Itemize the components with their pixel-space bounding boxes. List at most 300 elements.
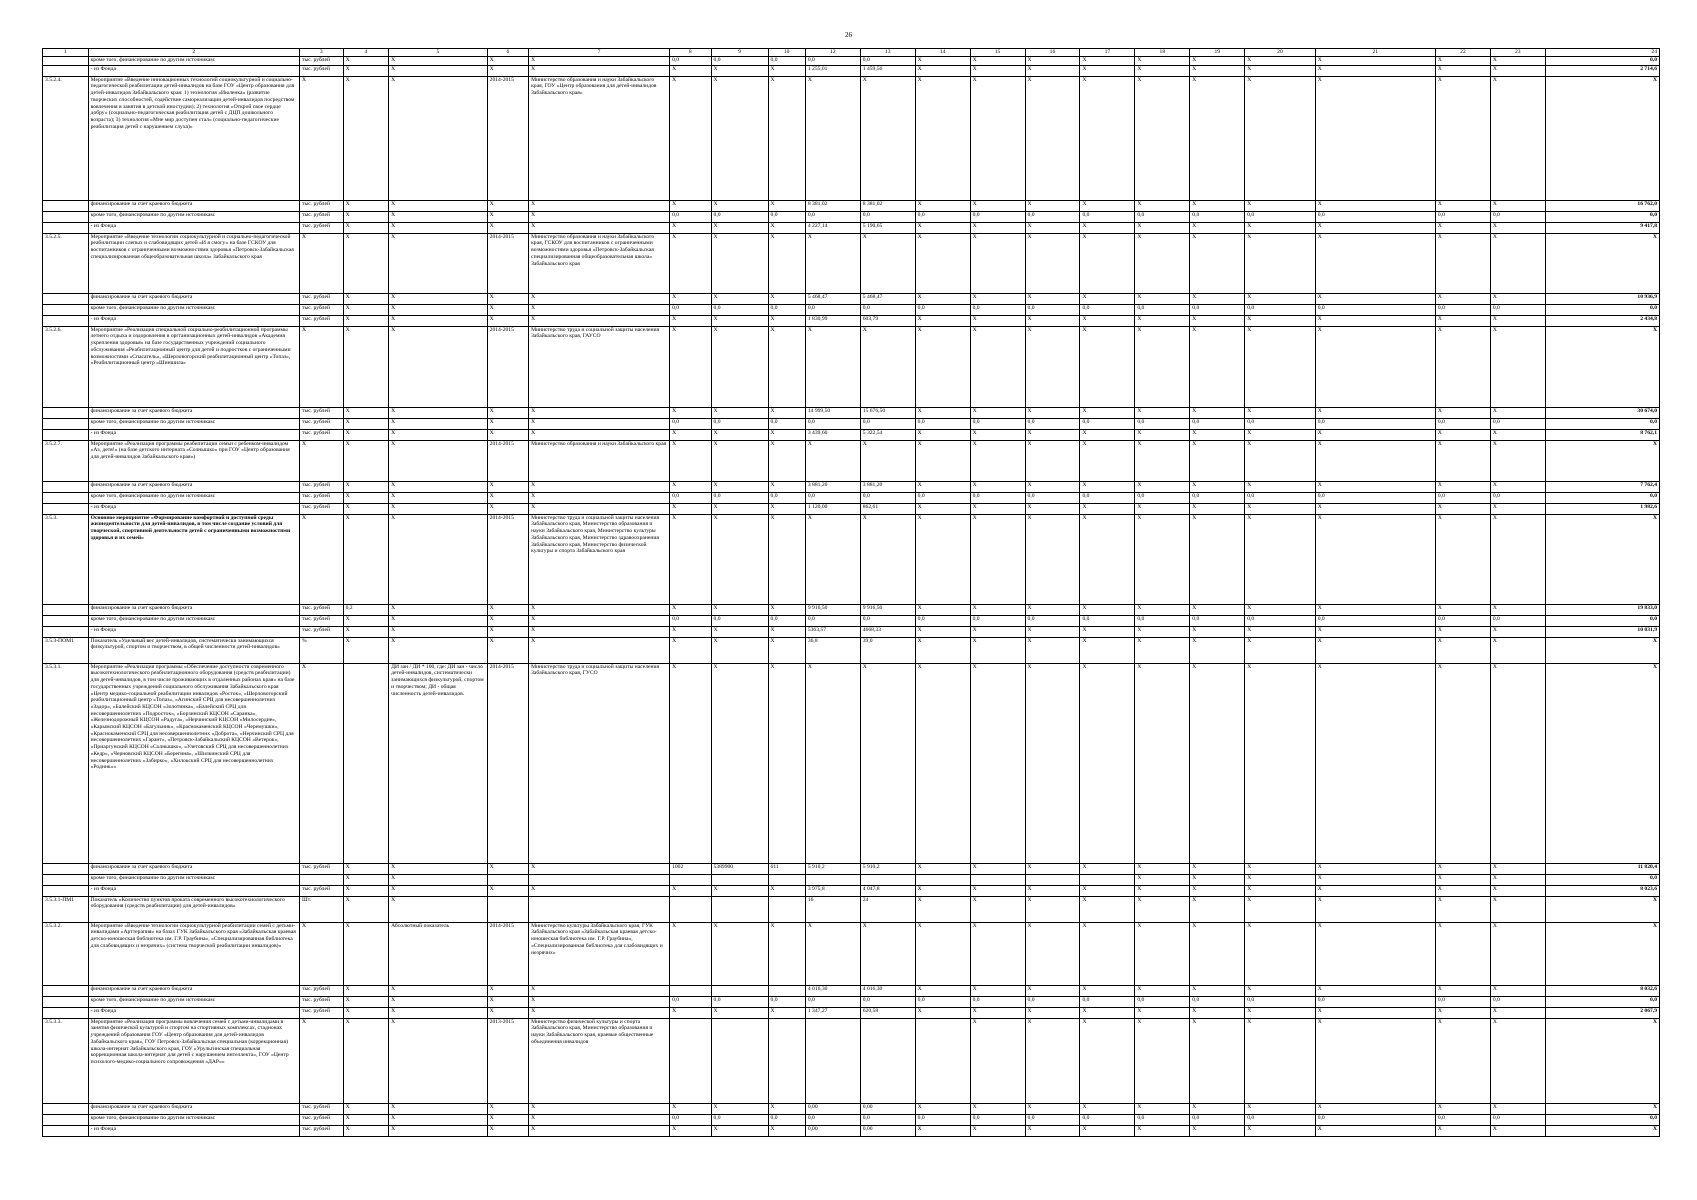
table-cell	[711, 874, 768, 885]
table-cell: X	[970, 1125, 1025, 1136]
row-description-cell: Мероприятие «Реализация программы вовлечения семей с детьми-инвалидами в занятия физической культурой и спортом на спортивных комплексах, стадионах учреждений образования ГОУ «Центр образования для детей-инвалидов Забайкальского края», ГОУ Петровск-Забайкальская специальная (коррекционная) школа-интернат Забайкальского края, ГОУ «Урульгинская специальная коррекционная школа-интернат для детей с нарушением интеллекта», ГОУ «Центр психолого-медико-социального сопровождения «ДАР»»	[88, 1018, 299, 1103]
table-cell: X	[389, 615, 487, 626]
table-cell: X	[670, 65, 711, 76]
row-code-cell: 3.5.3.3.	[43, 1018, 89, 1103]
table-cell: 3 881,20	[805, 481, 860, 492]
table-cell: X	[1435, 985, 1490, 996]
table-cell: X	[1135, 222, 1190, 233]
table-cell: X	[1490, 1007, 1545, 1018]
row-description-cell: Показатель «Удельный вес детей-инвалидов, систематически занимающихся физкультурой, спортом и творчеством, в общей численности детей-инвалидов»	[88, 637, 299, 663]
table-cell: X	[1080, 604, 1135, 615]
table-cell: X	[343, 1114, 389, 1125]
table-cell: X	[915, 233, 970, 293]
table-cell: X	[343, 211, 389, 222]
table-cell: %	[300, 637, 344, 663]
row-code-cell: 3.5.3.1-ПМ1	[43, 896, 89, 922]
table-cell: X	[915, 200, 970, 211]
table-cell	[711, 896, 768, 922]
table-cell: X	[805, 663, 860, 863]
table-cell: X	[1080, 200, 1135, 211]
table-cell: X	[915, 514, 970, 604]
table-cell: 8 762,1	[1545, 429, 1659, 440]
table-cell: X	[768, 481, 805, 492]
table-cell: Министерство культуры Забайкальского края, ГУК Забайкальского края «Забайкальская краевая детско-юношеская библиотека им. Г.Р. Граубина», «Специализированная библиотека для слабовидящих и незрячих»	[529, 922, 670, 985]
table-cell: X	[768, 200, 805, 211]
table-cell: 5 910,2	[805, 863, 860, 874]
table-cell: X	[915, 604, 970, 615]
table-cell: 3 975,8	[805, 885, 860, 896]
table-cell: X	[1315, 1018, 1435, 1103]
table-cell: X	[1245, 293, 1315, 304]
table-cell: X	[1245, 200, 1315, 211]
table-cell: X	[1245, 65, 1315, 76]
row-code-cell	[43, 996, 89, 1007]
table-cell: 5 190,65	[860, 222, 915, 233]
table-cell: X	[1435, 863, 1490, 874]
table-cell: X	[1315, 56, 1435, 65]
table-cell: X	[670, 222, 711, 233]
table-cell	[768, 896, 805, 922]
row-description-cell: финансирование за счет краевого бюджета	[88, 293, 299, 304]
table-cell: X	[670, 481, 711, 492]
row-description-cell: - из Фонда	[88, 65, 299, 76]
table-cell: X	[1245, 56, 1315, 65]
table-cell: X	[768, 429, 805, 440]
table-cell	[670, 896, 711, 922]
table-cell: X	[711, 663, 768, 863]
table-cell: 0,0	[1135, 996, 1190, 1007]
table-cell: 0,0	[805, 211, 860, 222]
table-cell: X	[487, 304, 528, 315]
table-row	[43, 233, 1660, 293]
table-cell: X	[389, 863, 487, 874]
table-cell: X	[670, 503, 711, 514]
table-cell: X	[1080, 637, 1135, 663]
table-cell: X	[343, 407, 389, 418]
table-cell: X	[1135, 637, 1190, 663]
table-cell: X	[529, 222, 670, 233]
table-cell: X	[1080, 1007, 1135, 1018]
table-cell: 0,0	[1545, 1114, 1659, 1125]
table-cell: X	[970, 863, 1025, 874]
table-cell	[1080, 874, 1135, 885]
table-cell: 0,0	[670, 304, 711, 315]
table-cell: 0,0	[970, 418, 1025, 429]
table-cell: X	[1490, 481, 1545, 492]
table-cell: X	[768, 440, 805, 481]
table-cell: 0,0	[1545, 874, 1659, 885]
table-cell: X	[389, 440, 487, 481]
table-cell: X	[915, 222, 970, 233]
table-cell: X	[1025, 315, 1080, 326]
table-cell: X	[1545, 1103, 1659, 1114]
table-cell: X	[915, 885, 970, 896]
table-cell: Министерство труда и социальной защиты населения Забайкальского края, ГАУСО	[529, 326, 670, 407]
table-cell: X	[1435, 315, 1490, 326]
table-cell: X	[1315, 407, 1435, 418]
table-cell: X	[1190, 514, 1245, 604]
table-cell: X	[1025, 76, 1080, 200]
table-cell	[768, 1018, 805, 1103]
row-code-cell: 3.5.3.1.	[43, 663, 89, 863]
row-description-cell: кроме того, финансирование по другим источникам:	[88, 615, 299, 626]
table-cell: X	[1435, 222, 1490, 233]
table-row	[43, 492, 1660, 503]
table-cell: X	[1545, 514, 1659, 604]
table-cell: X	[670, 604, 711, 615]
table-cell: X	[343, 615, 389, 626]
table-cell: 0,0	[768, 996, 805, 1007]
row-description-cell: Мероприятие «Введение технологии социокультурной реабилитации семей с детьми-инвалидами «Арттерапия» на базах ГУК Забайкальского края «Забайкальская краевая детско-юношеская библиотека им. Г.Р. Граубина», «Специализированная библиотека для слабовидящих и незрячих» (система творческой реабилитации инвалидов)»	[88, 922, 299, 985]
table-cell: X	[529, 1103, 670, 1114]
row-code-cell	[43, 874, 89, 885]
row-description-cell: Мероприятие «Введение технологии социокультурной и социально-педагогической реабилитации слепых и слабовидящих детей «И я смогу» на базе ГСКОУ для воспитанников с ограниченными возможностями здоровья «Петровск-Забайкальская специализированная общеобразовательная школа» Забайкальского края	[88, 233, 299, 293]
table-cell: 0,0	[1490, 304, 1545, 315]
table-cell: X	[487, 985, 528, 996]
table-row	[43, 315, 1660, 326]
table-cell: X	[1435, 1007, 1490, 1018]
table-cell: X	[1025, 56, 1080, 65]
table-cell	[915, 1018, 970, 1103]
table-cell: X	[670, 429, 711, 440]
column-number: 12	[805, 49, 860, 57]
table-cell: X	[711, 326, 768, 407]
table-cell: X	[1435, 514, 1490, 604]
table-row	[43, 1103, 1660, 1114]
table-cell: X	[915, 896, 970, 922]
table-cell: X	[1435, 896, 1490, 922]
table-cell: X	[487, 293, 528, 304]
table-cell: X	[1025, 604, 1080, 615]
table-cell: тыс. рублей	[300, 1125, 344, 1136]
table-cell: X	[670, 1007, 711, 1018]
table-cell: X	[1435, 76, 1490, 200]
table-cell: X	[487, 637, 528, 663]
table-cell: X	[529, 200, 670, 211]
table-cell: X	[529, 1125, 670, 1136]
row-description-cell: финансирование за счет краевого бюджета	[88, 407, 299, 418]
table-cell: 4 047,8	[860, 885, 915, 896]
table-cell	[805, 874, 860, 885]
table-cell: X	[1080, 503, 1135, 514]
table-cell: X	[768, 65, 805, 76]
row-description-cell: финансирование за счет краевого бюджета	[88, 985, 299, 996]
table-cell: 5 910,2	[860, 863, 915, 874]
table-cell: X	[711, 407, 768, 418]
table-cell: X	[1490, 293, 1545, 304]
table-cell: тыс. рублей	[300, 56, 344, 65]
table-cell: X	[1025, 222, 1080, 233]
table-cell	[670, 874, 711, 885]
table-cell: X	[1490, 503, 1545, 514]
table-row	[43, 200, 1660, 211]
table-cell: X	[711, 1103, 768, 1114]
table-cell: X	[1435, 429, 1490, 440]
table-cell: 0,0	[1545, 211, 1659, 222]
table-cell: X	[487, 885, 528, 896]
table-cell: 9 916,50	[860, 604, 915, 615]
table-cell: X	[343, 514, 389, 604]
table-cell: 0,0	[1245, 996, 1315, 1007]
table-cell: 5 468,47	[805, 293, 860, 304]
table-cell: 0,0	[915, 418, 970, 429]
table-cell: X	[915, 293, 970, 304]
table-cell: X	[389, 233, 487, 293]
table-cell: X	[343, 922, 389, 985]
table-cell: X	[529, 304, 670, 315]
table-cell: 0,00	[805, 1103, 860, 1114]
table-cell: X	[670, 514, 711, 604]
table-cell: X	[670, 440, 711, 481]
table-cell: Абсолютный показатель	[389, 922, 487, 985]
table-cell: X	[1135, 985, 1190, 996]
table-cell: X	[389, 896, 487, 922]
table-cell: 0,0	[915, 304, 970, 315]
table-cell: 19 833,0	[1545, 604, 1659, 615]
table-cell: X	[1315, 65, 1435, 76]
table-cell: X	[1025, 514, 1080, 604]
table-cell: 0,0	[1490, 1114, 1545, 1125]
table-row	[43, 996, 1660, 1007]
table-cell: X	[768, 407, 805, 418]
table-cell: X	[1545, 326, 1659, 407]
table-cell	[970, 874, 1025, 885]
table-cell: X	[389, 492, 487, 503]
table-cell: X	[1135, 293, 1190, 304]
table-cell: X	[343, 503, 389, 514]
table-cell: 0,0	[1315, 1114, 1435, 1125]
table-cell: X	[1545, 1018, 1659, 1103]
table-cell: X	[1025, 626, 1080, 637]
table-cell: X	[1080, 922, 1135, 985]
row-code-cell	[43, 293, 89, 304]
table-cell: X	[1080, 1125, 1135, 1136]
table-cell: X	[1080, 985, 1135, 996]
table-cell: X	[1190, 637, 1245, 663]
table-cell: 2014-2015	[487, 326, 528, 407]
table-cell: X	[1190, 1007, 1245, 1018]
table-cell: X	[529, 637, 670, 663]
table-cell: X	[970, 1103, 1025, 1114]
table-cell: X	[300, 233, 344, 293]
table-cell: 0,0	[1135, 615, 1190, 626]
table-cell: X	[1190, 293, 1245, 304]
table-cell: X	[343, 863, 389, 874]
row-description-cell: кроме того, финансирование по другим источникам:	[88, 56, 299, 65]
table-cell: 0,0	[1190, 996, 1245, 1007]
table-cell: X	[1025, 1018, 1080, 1103]
table-cell: X	[1135, 56, 1190, 65]
row-description-cell: Мероприятие «Реализация программы «Обеспечение доступности современного высокотехнологического реабилитационного оборудования (средств реабилитации) для детей-инвалидов, в том числе проживающих в отдаленных районах края» на базе государственных учреждений социального обслуживания Забайкальского края «Центр медико-социальной реабилитации инвалидов «Росток», «Шерловогорский реабилитационный центр «Топаз», «Агинский СРЦ для несовершеннолетних «Задор», «Балейский КЦСОН «Золотинка», «Балейский СРЦ для несовершеннолетних «Подросток», «Борзинский КЦСОН «Саранка», «Железнодорожный КЦСОН «Радуга», «Нерчинский КЦСОН «Милосердие», «Карымский КЦСОН «Багульник», «Краснокаменский КЦСОН «Черемушки», «Краснокаменский СРЦ для несовершеннолетних «Доброта», «Нерчинский СРЦ для несовершеннолетних «Гарант», «Петровск-Забайкальский КЦСОН «Ветерок», «Приаргунский КЦСОН «Солнышко», «Улетовский СРЦ для несовершеннолетних «Кедр», «Черновский КЦСОН «Берегиня», «Шилкинский СРЦ для несовершеннолетних «Забирко», «Хилокский СРЦ для несовершеннолетних «Родник»»	[88, 663, 299, 863]
table-cell: X	[1315, 663, 1435, 863]
table-cell: 2014-2015	[487, 922, 528, 985]
table-cell: 5 468,47	[860, 293, 915, 304]
table-cell: 3 881,20	[860, 481, 915, 492]
table-cell: X	[1315, 481, 1435, 492]
column-number: 18	[1135, 49, 1190, 57]
table-cell: X	[1245, 514, 1315, 604]
table-cell: X	[300, 514, 344, 604]
table-cell: 0,0	[670, 56, 711, 65]
table-cell: X	[529, 418, 670, 429]
table-cell: X	[389, 481, 487, 492]
table-cell	[529, 874, 670, 885]
table-cell: X	[711, 1007, 768, 1018]
table-cell: X	[1080, 56, 1135, 65]
row-description-cell: - из Фонда	[88, 1125, 299, 1136]
table-cell: X	[1190, 440, 1245, 481]
table-cell: 0,00	[805, 1125, 860, 1136]
row-description-cell: финансирование за счет краевого бюджета	[88, 200, 299, 211]
table-cell: 7 762,4	[1545, 481, 1659, 492]
table-cell: X	[1245, 863, 1315, 874]
table-cell: 0,0	[860, 418, 915, 429]
table-cell: 0,0	[970, 1114, 1025, 1125]
table-cell: X	[1190, 326, 1245, 407]
table-cell: 0,0	[1315, 418, 1435, 429]
table-row	[43, 615, 1660, 626]
table-cell: X	[487, 503, 528, 514]
table-cell: X	[1545, 896, 1659, 922]
table-cell: 0,0	[711, 211, 768, 222]
table-cell: X	[711, 481, 768, 492]
table-cell: X	[1435, 326, 1490, 407]
table-cell: 862,61	[860, 503, 915, 514]
table-cell: 0,0	[670, 418, 711, 429]
table-cell: X	[1080, 663, 1135, 863]
table-cell: ДИ зан / ДИ * 100, где: ДИ зан - число детей-инвалидов, систематически занимающихся физкультурой, спортом и творчеством; ДИ - общая численность детей-инвалидов.	[389, 663, 487, 863]
table-cell: 10 936,9	[1545, 293, 1659, 304]
table-cell: X	[670, 885, 711, 896]
table-cell: X	[805, 514, 860, 604]
table-cell: 0,0	[711, 56, 768, 65]
table-cell: X	[1315, 76, 1435, 200]
table-cell: X	[1080, 76, 1135, 200]
table-cell: 0,0	[1135, 1114, 1190, 1125]
table-cell: X	[300, 440, 344, 481]
table-cell: X	[1435, 1125, 1490, 1136]
row-code-cell	[43, 429, 89, 440]
table-cell: 1 982,6	[1545, 503, 1659, 514]
column-number: 13	[860, 49, 915, 57]
table-cell: X	[915, 626, 970, 637]
table-cell: тыс. рублей	[300, 885, 344, 896]
table-cell: X	[1245, 626, 1315, 637]
table-cell: X	[1025, 1007, 1080, 1018]
table-cell: X	[970, 429, 1025, 440]
table-row	[43, 1007, 1660, 1018]
table-cell: X	[389, 200, 487, 211]
table-cell: 0,0	[711, 304, 768, 315]
table-cell: 0,0	[805, 615, 860, 626]
table-cell: X	[1435, 626, 1490, 637]
table-row	[43, 863, 1660, 874]
column-number: 5	[389, 49, 487, 57]
page-number: 26	[845, 31, 852, 39]
table-cell: X	[1080, 626, 1135, 637]
table-cell: X	[1245, 1007, 1315, 1018]
table-cell: X	[343, 492, 389, 503]
table-cell: 0,0	[1545, 56, 1659, 65]
table-cell: X	[670, 326, 711, 407]
table-cell: 0,0	[915, 211, 970, 222]
table-cell: X	[970, 315, 1025, 326]
table-body	[43, 49, 1660, 1137]
table-cell: X	[670, 922, 711, 985]
table-cell: 9 417,8	[1545, 222, 1659, 233]
row-description-cell: финансирование за счет краевого бюджета	[88, 1103, 299, 1114]
table-cell: 0,0	[1245, 615, 1315, 626]
table-cell: X	[343, 985, 389, 996]
table-cell: X	[711, 233, 768, 293]
row-code-cell	[43, 615, 89, 626]
table-cell: X	[1435, 1103, 1490, 1114]
table-cell: X	[670, 626, 711, 637]
table-cell: X	[1190, 863, 1245, 874]
table-cell: X	[487, 863, 528, 874]
table-cell: 1002	[670, 863, 711, 874]
table-cell: X	[389, 315, 487, 326]
table-cell: X	[487, 65, 528, 76]
table-cell: X	[389, 874, 487, 885]
table-cell: X	[300, 76, 344, 200]
column-number: 6	[487, 49, 528, 57]
table-cell: X	[915, 1103, 970, 1114]
row-code-cell	[43, 1125, 89, 1136]
table-cell: X	[529, 481, 670, 492]
table-cell: X	[1245, 440, 1315, 481]
table-cell: X	[711, 293, 768, 304]
table-cell: 0,0	[711, 996, 768, 1007]
table-cell: 15 676,50	[860, 407, 915, 418]
table-cell: 0,0	[1315, 996, 1435, 1007]
table-cell: X	[487, 211, 528, 222]
table-cell: 0,0	[1315, 304, 1435, 315]
table-cell: X	[768, 315, 805, 326]
table-cell: X	[343, 1103, 389, 1114]
table-cell: 2013-2015	[487, 1018, 528, 1103]
table-cell: X	[860, 76, 915, 200]
table-cell: X	[670, 637, 711, 663]
table-cell: X	[1135, 315, 1190, 326]
table-cell: 36,8	[805, 637, 860, 663]
table-cell: X	[915, 440, 970, 481]
table-cell: X	[389, 326, 487, 407]
table-row	[43, 293, 1660, 304]
table-cell: X	[1080, 315, 1135, 326]
table-cell: X	[1315, 200, 1435, 211]
table-cell: X	[711, 514, 768, 604]
table-row	[43, 663, 1660, 863]
row-code-cell	[43, 407, 89, 418]
table-cell: 30 674,0	[1545, 407, 1659, 418]
table-cell: тыс. рублей	[300, 503, 344, 514]
row-description-cell: - из Фонда	[88, 1007, 299, 1018]
column-number: 19	[1190, 49, 1245, 57]
table-cell: 0,0	[1135, 418, 1190, 429]
table-cell: X	[1315, 863, 1435, 874]
table-cell: X	[1190, 1125, 1245, 1136]
table-cell	[487, 874, 528, 885]
table-cell: 0,0	[1315, 615, 1435, 626]
table-cell: X	[970, 663, 1025, 863]
table-cell: X	[670, 663, 711, 863]
table-cell: X	[711, 1125, 768, 1136]
table-cell: X	[915, 503, 970, 514]
table-cell: X	[1025, 922, 1080, 985]
table-cell: X	[768, 293, 805, 304]
table-cell: X	[915, 985, 970, 996]
